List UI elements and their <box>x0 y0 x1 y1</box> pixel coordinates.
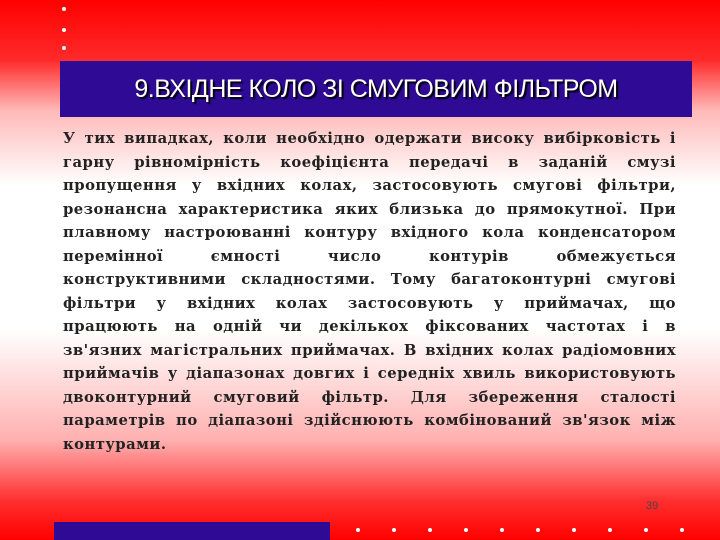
decorative-dot <box>464 528 468 532</box>
decorative-dot <box>356 528 360 532</box>
decorative-dots-top <box>62 4 72 54</box>
decorative-dot <box>392 528 396 532</box>
decorative-dot <box>572 528 576 532</box>
slide-body-text: У тих випадках, коли необхідно одержати високу вибірковість і гарну рівномірність коефіцієнта передачі в заданій смузі пропущення у вхідних колах, застосовують смугові фільтри, резонансна характеристика яких близька до прямокутної. При плавному настроюванні контуру вхідного кола конденсатором перемінної ємності число контурів обмежується конструктивними складностями. Тому багатоконтурні смугові фільтри у вхідних колах застосовують у приймачах, що працюють на одній чи декількох фіксованих частотах і в зв'язних магістральних приймачах. В вхідних колах радіомовних приймачів у діапазонах довгих і середніх хвиль використовують двоконтурний смуговий фільтр. Для збереження сталості параметрів по діапазоні здійснюють комбінований зв'язок між контурами. <box>63 130 676 453</box>
decorative-dot <box>608 528 612 532</box>
page-number: 39 <box>646 500 659 512</box>
decorative-dot <box>62 46 66 50</box>
decorative-dot <box>644 528 648 532</box>
title-bar <box>60 61 692 117</box>
decorative-dot <box>62 28 66 32</box>
decorative-dot <box>500 528 504 532</box>
slide-title: 9.ВХІДНЕ КОЛО ЗІ СМУГОВИМ ФІЛЬТРОМ <box>134 74 618 103</box>
bottom-accent-bar <box>54 522 330 540</box>
decorative-dot <box>536 528 540 532</box>
decorative-dots-bottom <box>356 528 686 534</box>
decorative-dot <box>62 7 66 11</box>
decorative-dot <box>680 528 684 532</box>
decorative-dot <box>428 528 432 532</box>
